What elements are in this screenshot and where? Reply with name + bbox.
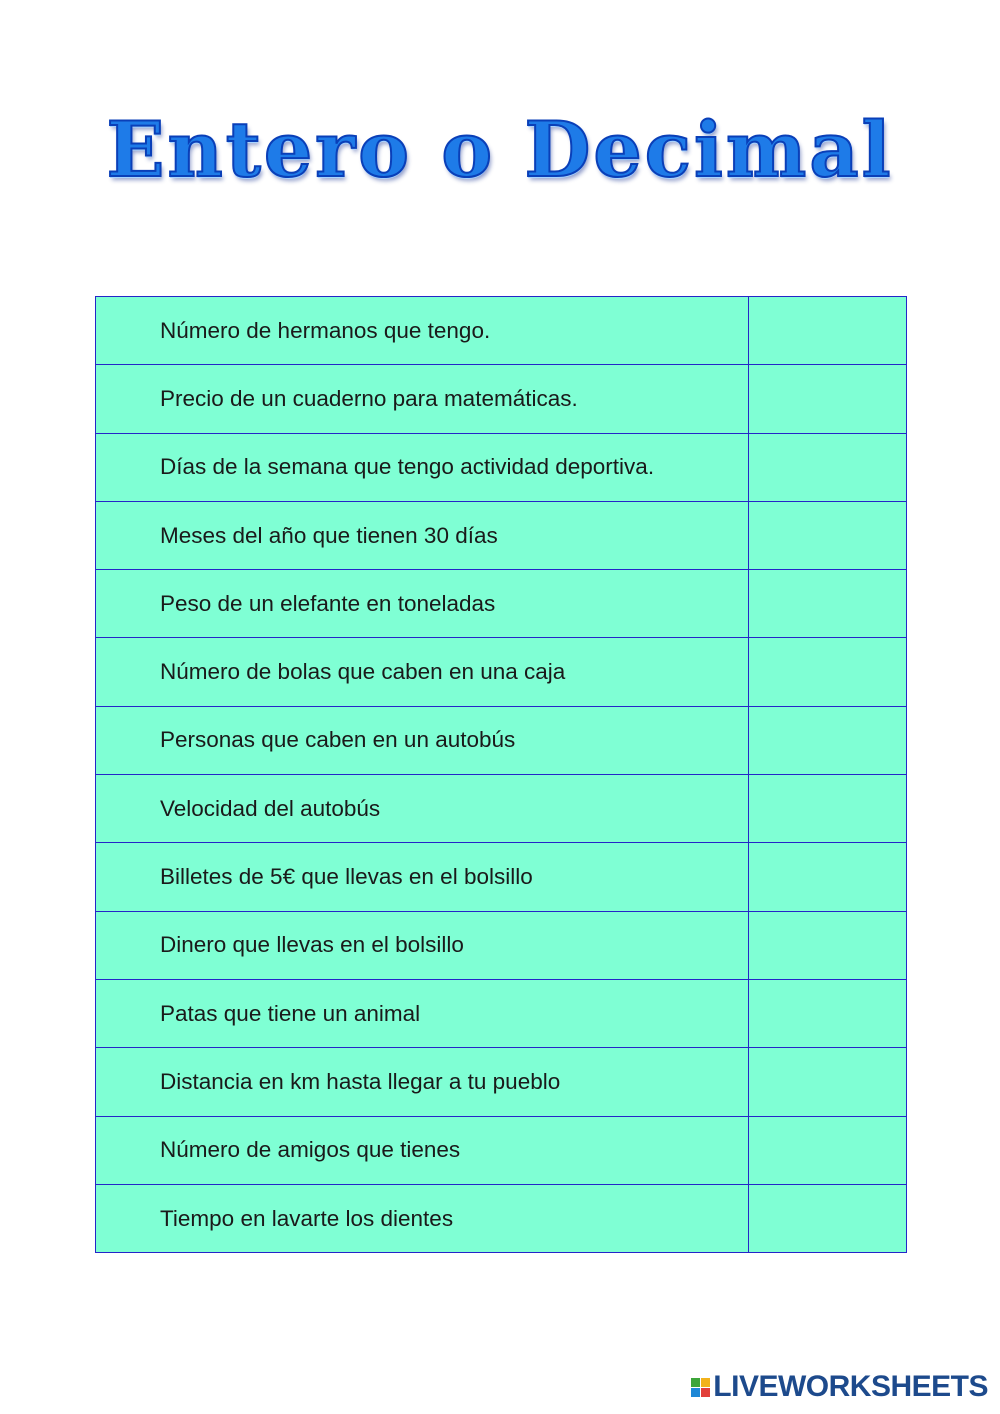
answer-cell[interactable] [749, 911, 907, 979]
table-row [96, 638, 907, 706]
answer-cell[interactable] [749, 843, 907, 911]
answer-input[interactable] [749, 1047, 910, 1116]
question-cell [96, 365, 749, 433]
question-text: Personas que caben en un autobús [160, 727, 516, 753]
answer-cell[interactable] [749, 365, 907, 433]
answer-cell[interactable] [749, 979, 907, 1047]
question-text: Tiempo en lavarte los dientes [160, 1205, 454, 1231]
question-cell [96, 570, 749, 638]
table-row [96, 979, 907, 1047]
answer-input[interactable] [749, 842, 910, 911]
liveworksheets-mark-icon [691, 1378, 710, 1397]
table-row [96, 1116, 907, 1184]
question-text: Peso de un elefante en toneladas [160, 590, 496, 616]
question-text: Número de amigos que tienes [160, 1137, 461, 1163]
answer-cell[interactable] [749, 570, 907, 638]
question-cell [96, 433, 749, 501]
mark-square [701, 1378, 710, 1387]
answer-cell[interactable] [749, 433, 907, 501]
answer-cell[interactable] [749, 638, 907, 706]
table-row [96, 501, 907, 569]
question-cell [96, 297, 749, 365]
question-cell [96, 843, 749, 911]
question-cell [96, 501, 749, 569]
mark-square [701, 1388, 710, 1397]
answer-input[interactable] [749, 569, 910, 638]
answer-input[interactable] [749, 433, 910, 502]
answer-cell[interactable] [749, 1048, 907, 1116]
table-row [96, 843, 907, 911]
question-text: Distancia en km hasta llegar a tu pueblo [160, 1068, 561, 1094]
mark-square [691, 1378, 700, 1387]
worksheet-title: Entero o Decimal [106, 105, 894, 194]
question-cell [96, 775, 749, 843]
question-cell [96, 638, 749, 706]
question-text: Patas que tiene un animal [160, 1000, 421, 1026]
answer-cell[interactable] [749, 501, 907, 569]
question-cell [96, 706, 749, 774]
answer-input[interactable] [749, 911, 910, 980]
question-text: Días de la semana que tengo actividad deportiva. [160, 454, 655, 480]
answer-cell[interactable] [749, 1116, 907, 1184]
question-text: Número de bolas que caben en una caja [160, 659, 566, 685]
answer-cell[interactable] [749, 1184, 907, 1252]
mark-square [691, 1388, 700, 1397]
answer-input[interactable] [749, 296, 910, 365]
liveworksheets-logo [691, 1370, 988, 1404]
answer-input[interactable] [749, 706, 910, 775]
answer-input[interactable] [749, 364, 910, 433]
question-text: Meses del año que tienen 30 días [160, 522, 498, 548]
table-row [96, 775, 907, 843]
table-row [96, 911, 907, 979]
table-row [96, 570, 907, 638]
answer-cell[interactable] [749, 297, 907, 365]
answer-input[interactable] [749, 1116, 910, 1185]
question-cell [96, 1048, 749, 1116]
question-text: Dinero que llevas en el bolsillo [160, 932, 464, 958]
answer-input[interactable] [749, 637, 910, 706]
question-text: Número de hermanos que tengo. [160, 317, 491, 343]
table-row [96, 433, 907, 501]
table-row [96, 706, 907, 774]
question-text: Billetes de 5€ que llevas en el bolsillo [160, 864, 533, 890]
question-cell [96, 979, 749, 1047]
table-row [96, 1184, 907, 1252]
answer-input[interactable] [749, 501, 910, 570]
answer-input[interactable] [749, 774, 910, 843]
question-text: Precio de un cuaderno para matemáticas. [160, 385, 578, 411]
answer-cell[interactable] [749, 706, 907, 774]
question-cell [96, 1184, 749, 1252]
answer-input[interactable] [749, 1184, 910, 1253]
question-text: Velocidad del autobús [160, 795, 381, 821]
answer-cell[interactable] [749, 775, 907, 843]
question-cell [96, 1116, 749, 1184]
answer-input[interactable] [749, 979, 910, 1048]
question-cell [96, 911, 749, 979]
table-row [96, 297, 907, 365]
logo-text: LIVEWORKSHEETS [713, 1370, 988, 1403]
table-row [96, 1048, 907, 1116]
table-row [96, 365, 907, 433]
questions-table [95, 296, 907, 1253]
